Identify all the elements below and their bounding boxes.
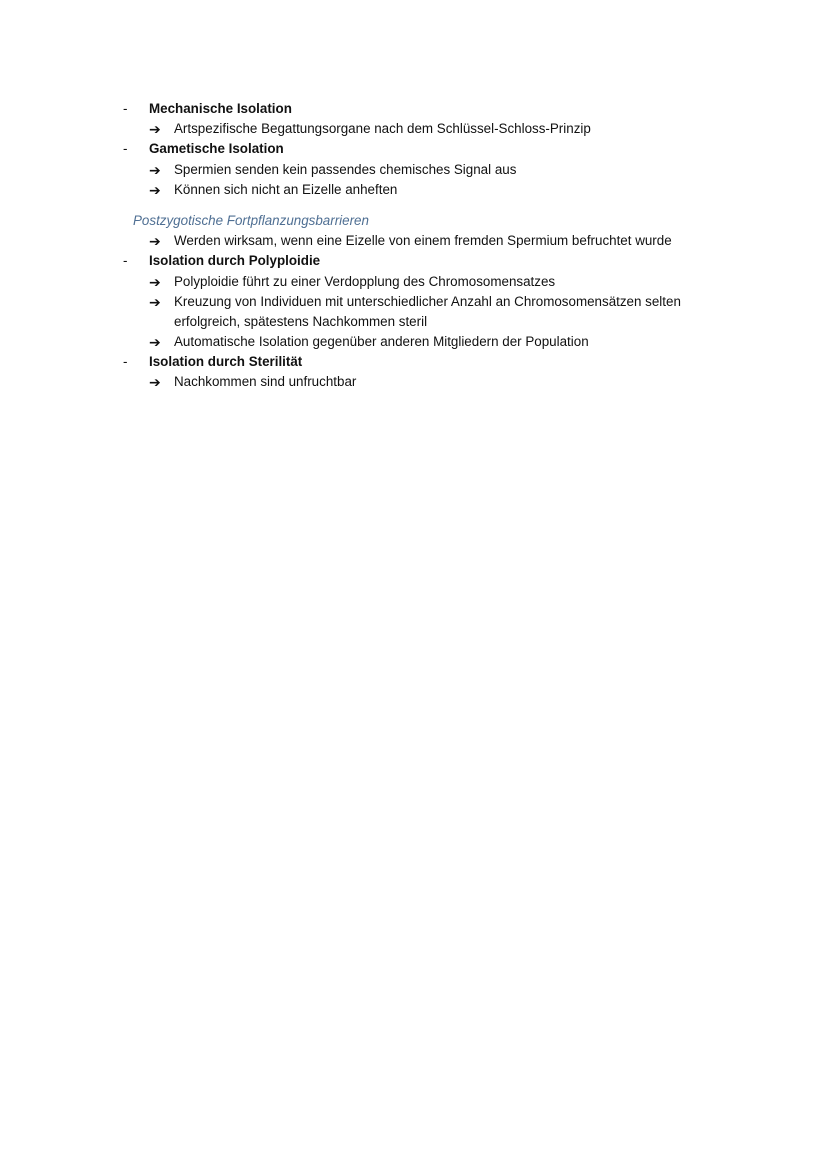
- arrow-point: [0, 332, 828, 352]
- arrow-point: [0, 231, 828, 251]
- arrow-point: [0, 292, 828, 312]
- arrow-right-icon: ➔: [149, 121, 161, 138]
- arrow-point-text: Artspezifische Begattungsorgane nach dem Schlüssel-Schloss-Prinzip: [174, 121, 591, 137]
- arrow-right-icon: ➔: [149, 374, 161, 391]
- section-spacer: [0, 200, 828, 211]
- arrow-point-text: Spermien senden kein passendes chemisches Signal aus: [174, 161, 517, 177]
- document-content: [0, 99, 828, 393]
- dash-bullet: -: [123, 253, 128, 269]
- dash-bullet: -: [123, 354, 128, 370]
- item-title: Isolation durch Sterilität: [149, 354, 303, 370]
- arrow-point-continuation: [0, 312, 828, 332]
- item-title: Isolation durch Polyploidie: [149, 253, 321, 269]
- section-heading: Postzygotische Fortpflanzungsbarrieren: [133, 212, 369, 228]
- arrow-right-icon: ➔: [149, 161, 161, 178]
- arrow-point-text: Nachkommen sind unfruchtbar: [174, 374, 357, 390]
- dash-bullet: -: [123, 101, 128, 116]
- arrow-right-icon: ➔: [149, 273, 161, 290]
- list-item-mechanische-isolation: [0, 99, 828, 119]
- arrow-point-text: Polyploidie führt zu einer Verdopplung des Chromosomensatzes: [174, 273, 556, 289]
- arrow-point-text: Werden wirksam, wenn eine Eizelle von einem fremden Spermium befruchtet wurde: [174, 233, 672, 249]
- arrow-right-icon: ➔: [149, 293, 161, 310]
- arrow-right-icon: ➔: [149, 181, 161, 198]
- list-item-polyploidie: [0, 251, 828, 271]
- arrow-right-icon: ➔: [149, 233, 161, 250]
- arrow-point-text: erfolgreich, spätestens Nachkommen steril: [174, 313, 428, 329]
- arrow-point: [0, 119, 828, 139]
- arrow-point: [0, 160, 828, 180]
- list-item-gametische-isolation: [0, 139, 828, 159]
- arrow-point-text: Automatische Isolation gegenüber anderen Mitgliedern der Population: [174, 334, 589, 350]
- arrow-point: [0, 272, 828, 292]
- item-title: Mechanische Isolation: [149, 101, 292, 116]
- arrow-point-text: Kreuzung von Individuen mit unterschiedlicher Anzahl an Chromosomensätzen selten: [174, 293, 681, 309]
- arrow-point: [0, 372, 828, 392]
- arrow-point: [0, 180, 828, 200]
- dash-bullet: -: [123, 141, 128, 157]
- arrow-point-text: Können sich nicht an Eizelle anheften: [174, 181, 398, 197]
- arrow-right-icon: ➔: [149, 334, 161, 351]
- list-item-sterilitaet: [0, 352, 828, 372]
- item-title: Gametische Isolation: [149, 141, 284, 157]
- section-heading-line: [0, 211, 828, 231]
